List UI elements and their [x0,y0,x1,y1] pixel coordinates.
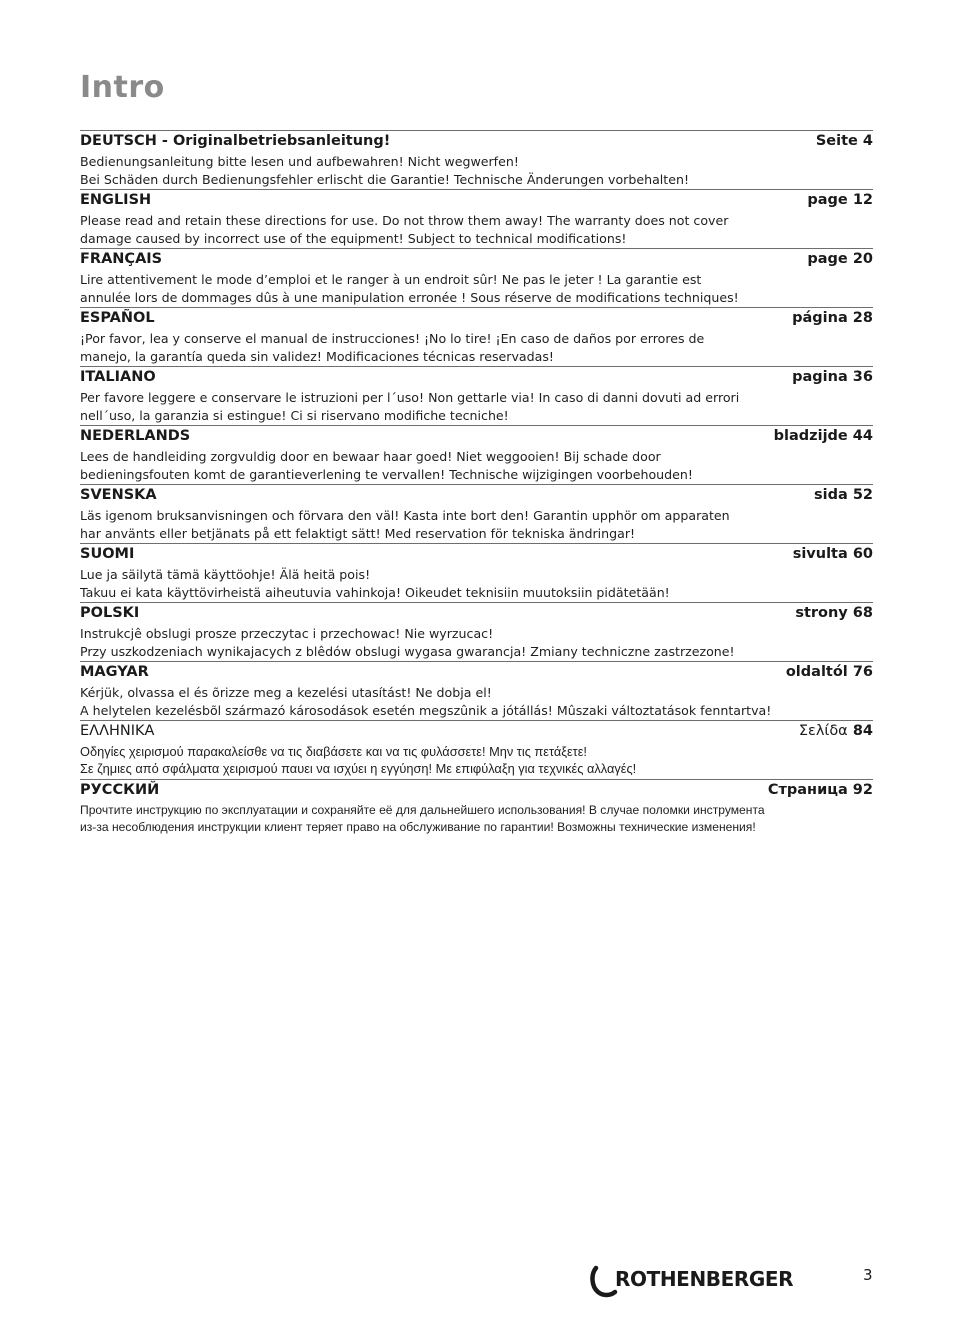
description-line: ¡Por favor, lea y conserve el manual de instrucciones! ¡No lo tire! ¡En caso de daños por errores de [80,331,705,346]
language-name: ITALIANO [80,369,156,385]
page-reference: página 28 [792,310,873,326]
description-line: Lire attentivement le mode d’emploi et le ranger à un endroit sûr! Ne pas le jeter ! La garantie est [80,272,702,287]
description-line: nell´uso, la garanzia si estingue! Ci si riservano modifiche tecniche! [80,408,509,423]
description-line: Bei Schäden durch Bedienungsfehler erlischt die Garantie! Technische Änderungen vorbehalten! [80,172,690,187]
language-name: SUOMI [80,546,135,562]
language-entry-francais [80,248,873,307]
language-name: FRANÇAIS [80,251,163,267]
description-line: Οδηγίες χειρισμού παρακαλείσθε να τις διαβάσετε και να τις φυλάσσετε! Μην τις πετάξετε! [80,744,587,759]
page-reference: bladzijde 44 [773,428,873,444]
language-entry-deutsch [80,130,873,189]
language-entry-greek [80,720,873,779]
language-name: ESPAÑOL [80,310,155,326]
language-name: NEDERLANDS [80,428,191,444]
language-name: ΕΛΛΗΝΙΚΑ [80,723,155,739]
language-entry-polski [80,602,873,661]
description-line: из-за несоблюдения инструкции клиент теряет право на обслуживание по гарантии! Возможны технические изменения! [80,820,756,834]
language-entry-suomi [80,543,873,602]
page-reference: pagina 36 [792,369,873,385]
description-line: A helytelen kezelésbõl származó károsodások esetén megszûnik a jótállás! Mûszaki változtatások fenntartva! [80,703,772,718]
logo-swoosh-icon [588,1264,618,1298]
page-reference: oldaltól 76 [785,664,873,680]
logo-text: ROTHENBERGER [615,1267,794,1291]
description-line: Please read and retain these directions for use. Do not throw them away! The warranty does not cover [80,213,729,228]
rothenberger-logo [588,1264,824,1298]
language-entry-espanol [80,307,873,366]
description-line: manejo, la garantía queda sin validez! Modificaciones técnicas reservadas! [80,349,554,364]
description-line: Przy uszkodzeniach wynikajacych z blêdów obslugi wygasa gwarancja! Zmiany techniczne zastrzezone! [80,644,735,659]
description-line: Kérjük, olvassa el és õrizze meg a kezelési utasítást! Ne dobja el! [80,685,492,700]
description-line: Instrukcjê obslugi prosze przeczytac i przechowac! Nie wyrzucac! [80,626,494,641]
page-title: Intro [80,70,165,105]
page-number: 3 [863,1266,873,1284]
language-entry-magyar [80,661,873,720]
page-reference: page 20 [807,251,873,267]
description-line: Läs igenom bruksanvisningen och förvara den väl! Kasta inte bort den! Garantin upphör om apparaten [80,508,730,523]
page-reference: sivulta 60 [792,546,873,562]
page-number-ref: 84 [852,723,873,739]
page-reference: strony 68 [795,605,873,621]
language-name: MAGYAR [80,664,149,680]
description-line: Per favore leggere e conservare le istruzioni per l´uso! Non gettarle via! In caso di danni dovuti ad errori [80,390,740,405]
description-line: har använts eller betjänats på ett felaktigt sätt! Med reservation för tekniska ändringar! [80,526,636,541]
language-entry-svenska [80,484,873,543]
language-entry-russian [80,779,873,838]
description-line: Bedienungsanleitung bitte lesen und aufbewahren! Nicht wegwerfen! [80,154,519,169]
language-name: SVENSKA [80,487,157,503]
language-name: РУССКИЙ [80,782,160,798]
description-line: Lue ja säilytä tämä käyttöohje! Älä heitä pois! [80,567,371,582]
language-name: POLSKI [80,605,140,621]
page-word: Σελίδα [798,723,848,739]
description-line: Takuu ei kata käyttövirheistä aiheutuvia vahinkoja! Oikeudet teknisiin muutoksiin pidätetään! [80,585,670,600]
language-index [80,130,873,838]
description-line: bedieningsfouten komt de garantieverlening te vervallen! Technische wijzigingen voorbehouden! [80,467,693,482]
page-reference: page 12 [807,192,873,208]
page-reference [799,723,873,739]
description-line: annulée lors de dommages dûs à une manipulation erronée ! Sous réserve de modifications techniques! [80,290,739,305]
language-entry-italiano [80,366,873,425]
language-name: DEUTSCH - Originalbetriebsanleitung! [80,133,391,149]
description-line: Прочтите инструкцию по эксплуатации и сохраняйте её для дальнейшего использования! В случае поломки инструмента [80,803,765,817]
page-reference: sida 52 [814,487,873,503]
description-line: Lees de handleiding zorgvuldig door en bewaar haar goed! Niet weggooien! Bij schade door [80,449,661,464]
page-reference: Seite 4 [815,133,873,149]
description-line: damage caused by incorrect use of the equipment! Subject to technical modifications! [80,231,627,246]
language-entry-nederlands [80,425,873,484]
page-reference: Страница 92 [767,782,873,798]
language-name: ENGLISH [80,192,152,208]
description-line: Σε ζημιες από σφάλματα χειρισμού παυει να ισχύει η εγγύηση! Με επιφύλαξη για τεχνικές αλλαγές! [80,761,637,776]
language-entry-english [80,189,873,248]
